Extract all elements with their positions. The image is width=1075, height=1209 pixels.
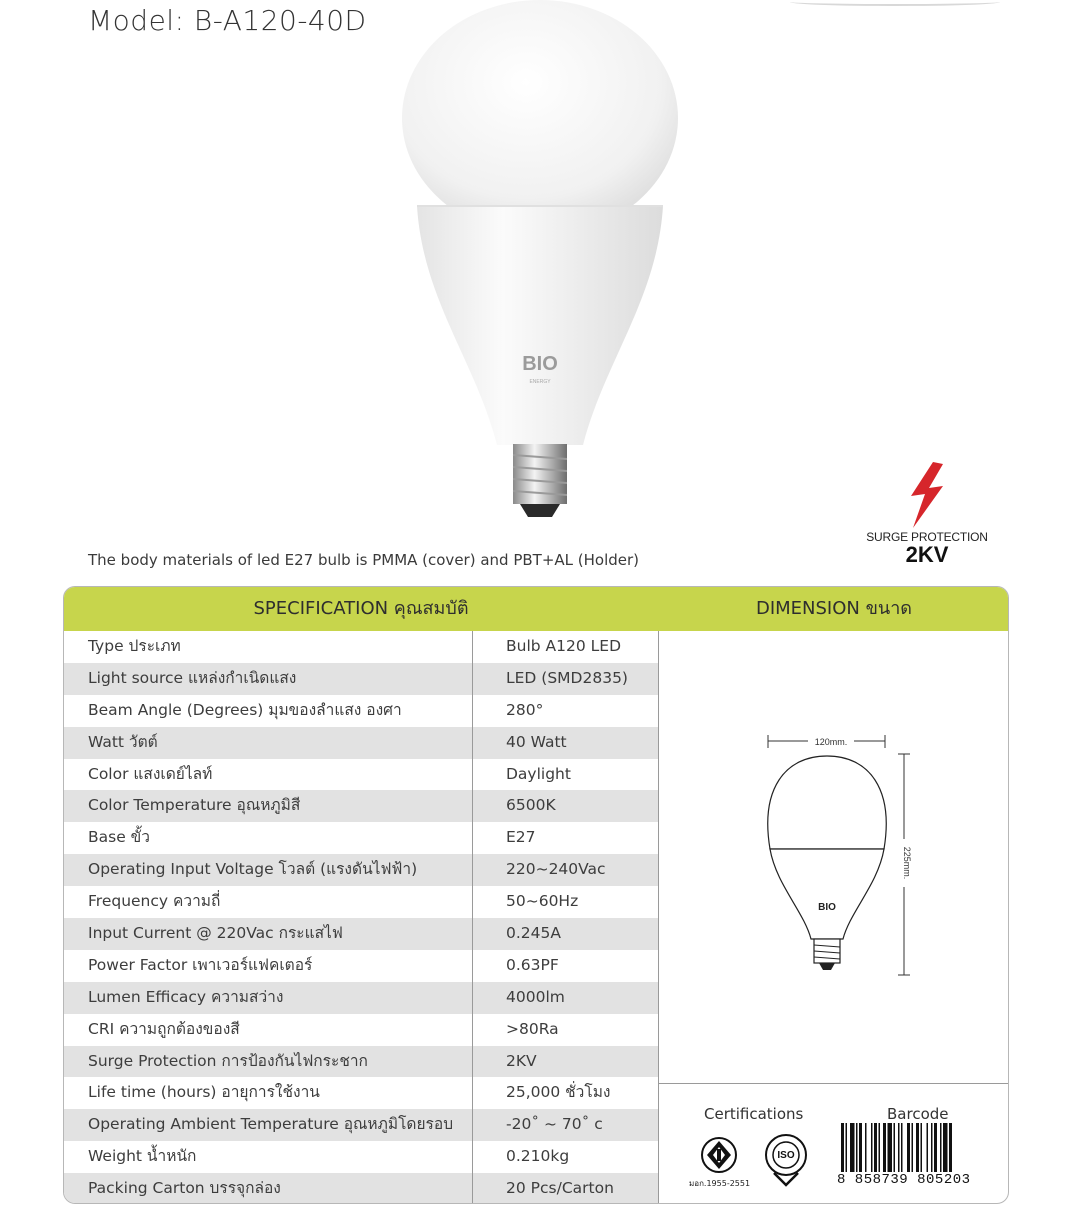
- spec-row: [64, 854, 658, 886]
- spec-value: 220~240Vac: [506, 860, 606, 879]
- materials-note: The body materials of led E27 bulb is PMMA (cover) and PBT+AL (Holder): [88, 551, 640, 569]
- spec-row: [64, 1173, 658, 1204]
- spec-key: Input Current @ 220Vac กระแสไฟ: [88, 924, 343, 943]
- spec-key: Operating Ambient Temperature อุณหภูมิโดยรอบ: [88, 1115, 454, 1134]
- spec-key: Weight น้ำหนัก: [88, 1147, 197, 1166]
- spec-value: LED (SMD2835): [506, 668, 628, 687]
- model-title: Model: B-A120-40D: [88, 4, 367, 37]
- width-dimension-label: 120mm.: [814, 737, 848, 747]
- spec-row: [64, 695, 658, 727]
- spec-key: Watt วัตต์: [88, 732, 158, 751]
- barcode-title: Barcode: [887, 1105, 949, 1123]
- spec-key: Operating Input Voltage โวลต์ (แรงดันไฟฟ้า): [88, 860, 418, 879]
- spec-value: 6500K: [506, 796, 556, 815]
- spec-row: [64, 1141, 658, 1173]
- spec-row: [64, 759, 658, 791]
- iso-quality-icon: [766, 1135, 806, 1185]
- spec-value: 0.210kg: [506, 1147, 570, 1166]
- surge-label: SURGE PROTECTION: [866, 530, 988, 544]
- spec-row: [64, 950, 658, 982]
- spec-row: [64, 663, 658, 695]
- spec-row: [64, 1014, 658, 1046]
- spec-key: Color แสงเดย์ไลท์: [88, 764, 213, 783]
- spec-row: [64, 822, 658, 854]
- tis-standard-text: มอก.1955-2551: [689, 1179, 751, 1188]
- bulb-image: [395, 0, 685, 525]
- lightning-bolt-icon: [907, 462, 947, 528]
- spec-row: [64, 1046, 658, 1078]
- spec-row: [64, 982, 658, 1014]
- spec-row: [64, 886, 658, 918]
- spec-key: Color Temperature อุณหภูมิสี: [88, 796, 301, 815]
- spec-row: [64, 727, 658, 759]
- spec-value: -20˚ ~ 70˚ c: [506, 1115, 603, 1134]
- spec-value: 2KV: [506, 1051, 537, 1070]
- svg-text:ENERGY: ENERGY: [529, 379, 551, 385]
- spec-key: Beam Angle (Degrees) มุมของลำแสง องศา: [88, 700, 402, 719]
- spec-key: Base ขั้ว: [88, 828, 150, 847]
- bulb-logo-text: BIO: [522, 353, 558, 375]
- spec-value: >80Ra: [506, 1019, 559, 1038]
- surge-value: 2KV: [905, 542, 949, 567]
- tis-mark-icon: [702, 1138, 736, 1172]
- spec-row: [64, 1109, 658, 1141]
- spec-value: 25,000 ชั่วโมง: [506, 1083, 611, 1102]
- barcode-number: 8 858739 805203: [837, 1172, 971, 1188]
- svg-text:ISO: ISO: [777, 1150, 795, 1161]
- spec-key: Lumen Efficacy ความสว่าง: [88, 987, 284, 1006]
- spec-table: [64, 631, 658, 1204]
- spec-key: Life time (hours) อายุการใช้งาน: [88, 1083, 320, 1102]
- panel-header: [64, 587, 1008, 631]
- spec-value: Bulb A120 LED: [506, 637, 622, 655]
- top-decorative-arc: [790, 0, 1000, 6]
- spec-row: [64, 1077, 658, 1109]
- drawing-logo-text: BIO: [818, 902, 836, 913]
- column-divider: [658, 631, 659, 1204]
- spec-value: Daylight: [506, 764, 571, 783]
- spec-key: Power Factor เพาเวอร์แฟคเตอร์: [88, 955, 313, 974]
- certifications-title: Certifications: [704, 1105, 804, 1123]
- column-divider: [472, 631, 473, 1204]
- spec-key: Light source แหล่งกำเนิดแสง: [88, 668, 297, 687]
- height-dimension-label: 225mm.: [902, 846, 912, 880]
- cert-divider: [659, 1083, 1009, 1084]
- spec-row: [64, 790, 658, 822]
- spec-row: [64, 918, 658, 950]
- spec-value: 40 Watt: [506, 732, 567, 751]
- spec-value: 4000lm: [506, 987, 565, 1006]
- spec-value: 280°: [506, 700, 544, 719]
- dimension-drawing: [680, 734, 920, 984]
- spec-header: SPECIFICATION คุณสมบัติ: [253, 598, 469, 619]
- spec-key: CRI ความถูกต้องของสี: [88, 1019, 240, 1038]
- spec-key: Surge Protection การป้องกันไฟกระชาก: [88, 1051, 368, 1070]
- spec-key: Type ประเภท: [88, 637, 181, 655]
- spec-value: E27: [506, 828, 536, 847]
- surge-protection-badge: [862, 462, 992, 566]
- spec-value: 50~60Hz: [506, 892, 579, 911]
- spec-value: 0.245A: [506, 924, 561, 943]
- dimension-header: DIMENSION ขนาด: [755, 598, 913, 619]
- spec-value: 0.63PF: [506, 955, 559, 974]
- spec-row: [64, 631, 658, 663]
- spec-value: 20 Pcs/Carton: [506, 1179, 614, 1198]
- spec-key: Packing Carton บรรจุกล่อง: [88, 1179, 281, 1198]
- spec-key: Frequency ความถี่: [88, 892, 221, 911]
